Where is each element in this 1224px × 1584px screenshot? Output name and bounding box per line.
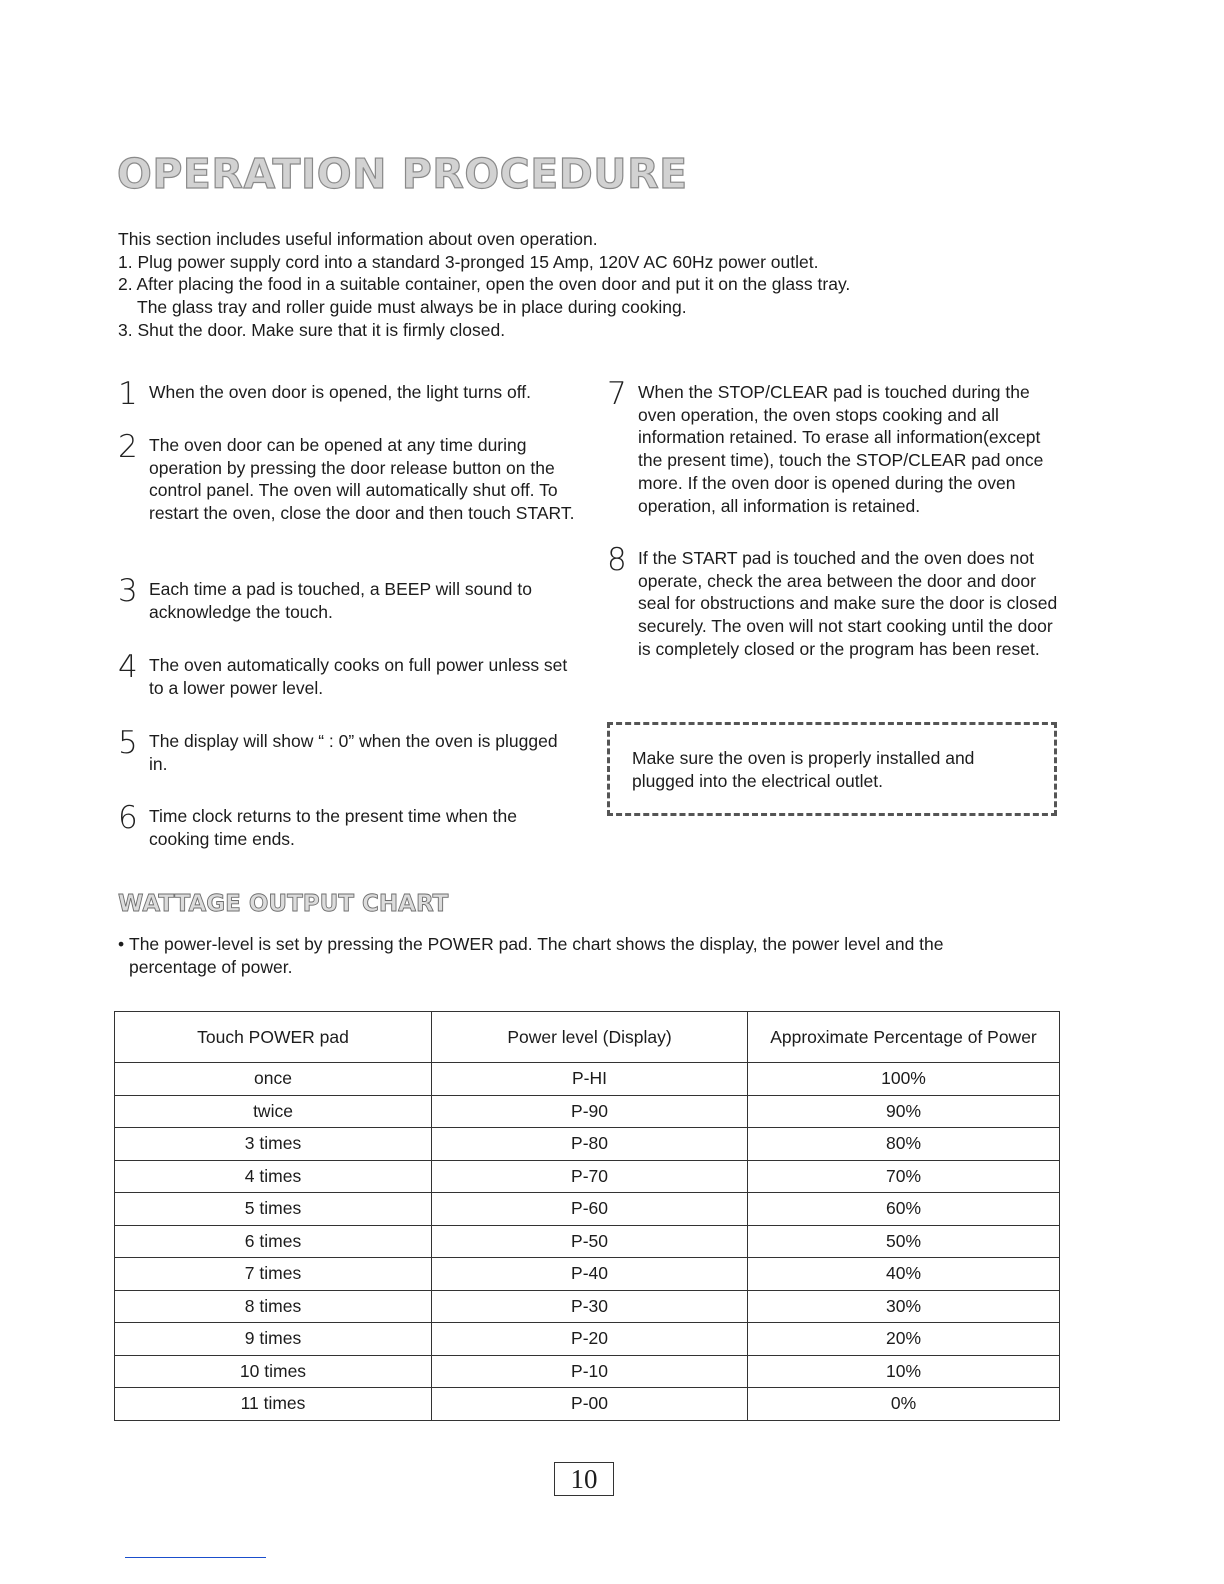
note-line: percentage of power. (129, 956, 293, 977)
table-cell: 70% (748, 1160, 1060, 1193)
table-cell: P-30 (432, 1290, 748, 1323)
wattage-chart-note (118, 933, 1018, 978)
column-header: Touch POWER pad (115, 1012, 432, 1063)
table-row (115, 1095, 1060, 1128)
step-text: Time clock returns to the present time when the cooking time ends. (149, 806, 517, 849)
step-number: 3 (118, 573, 138, 609)
step-text: Each time a pad is touched, a BEEP will sound to acknowledge the touch. (149, 579, 532, 622)
table-row (115, 1290, 1060, 1323)
step-text: The display will show “ : 0” when the oven is plugged in. (149, 731, 558, 774)
step-4 (118, 649, 568, 699)
table-cell: 60% (748, 1193, 1060, 1226)
step-text: The oven door can be opened at any time during operation by pressing the door release button on the control panel. The oven will automatically shut off. To restart the oven, close the door and then touch START. (149, 435, 575, 524)
intro-item: 2. After placing the food in a suitable container, open the oven door and put it on the glass tray. (118, 274, 851, 295)
table-cell: P-00 (432, 1388, 748, 1421)
table-row (115, 1225, 1060, 1258)
table-cell: 11 times (115, 1388, 432, 1421)
table-cell: 8 times (115, 1290, 432, 1323)
column-header: Power level (Display) (432, 1012, 748, 1063)
table-cell: 20% (748, 1323, 1060, 1356)
table-cell: P-60 (432, 1193, 748, 1226)
step-6 (118, 800, 558, 850)
step-number: 2 (118, 429, 138, 465)
notice-text: Make sure the oven is properly installed and plugged into the electrical outlet. (632, 748, 975, 791)
installation-notice-box (607, 722, 1057, 816)
table-cell: 80% (748, 1128, 1060, 1161)
table-cell: 30% (748, 1290, 1060, 1323)
intro-item: The glass tray and roller guide must always be in place during cooking. (137, 297, 687, 318)
table-cell: 4 times (115, 1160, 432, 1193)
wattage-output-table (114, 1011, 1060, 1421)
table-cell: P-40 (432, 1258, 748, 1291)
intro-item: 1. Plug power supply cord into a standard 3-pronged 15 Amp, 120V AC 60Hz power outlet. (118, 251, 819, 272)
table-cell: 6 times (115, 1225, 432, 1258)
step-number: 5 (118, 725, 138, 761)
table-cell: P-50 (432, 1225, 748, 1258)
page-number: 10 (554, 1462, 614, 1496)
table-cell: P-80 (432, 1128, 748, 1161)
table-cell: twice (115, 1095, 432, 1128)
table-cell: 10 times (115, 1355, 432, 1388)
step-5 (118, 725, 558, 775)
table-cell: once (115, 1063, 432, 1096)
table-cell: 5 times (115, 1193, 432, 1226)
step-text: When the oven door is opened, the light turns off. (149, 382, 532, 402)
table-row (115, 1355, 1060, 1388)
table-row (115, 1063, 1060, 1096)
table-row (115, 1258, 1060, 1291)
step-number: 8 (607, 542, 627, 578)
step-2 (118, 429, 575, 525)
table-row (115, 1160, 1060, 1193)
step-number: 7 (607, 376, 627, 412)
table-cell: 9 times (115, 1323, 432, 1356)
table-row (115, 1128, 1060, 1161)
step-7 (607, 376, 1047, 517)
step-number: 1 (118, 376, 138, 412)
bullet-mark: • (118, 934, 125, 954)
table-cell: 0% (748, 1388, 1060, 1421)
note-line: The power-level is set by pressing the POWER pad. The chart shows the display, the power level and the (129, 934, 944, 954)
step-1 (118, 376, 558, 412)
table-cell: 40% (748, 1258, 1060, 1291)
column-header: Approximate Percentage of Power (748, 1012, 1060, 1063)
table-cell: 100% (748, 1063, 1060, 1096)
table-cell: 3 times (115, 1128, 432, 1161)
table-cell: P-HI (432, 1063, 748, 1096)
intro-section (118, 228, 1018, 342)
table-cell: P-20 (432, 1323, 748, 1356)
step-number: 4 (118, 649, 138, 685)
page-title: OPERATION PROCEDURE (117, 150, 688, 198)
intro-lead: This section includes useful information about oven operation. (118, 229, 598, 249)
table-cell: 90% (748, 1095, 1060, 1128)
step-number: 6 (118, 800, 138, 836)
step-text: If the START pad is touched and the oven does not operate, check the area between the door and door seal for obstructions and make sure the door is closed securely. The oven will not start cooking until the door is completely closed or the program has been reset. (638, 548, 1058, 659)
step-3 (118, 573, 558, 623)
table-header-row (115, 1012, 1060, 1063)
table-cell: P-90 (432, 1095, 748, 1128)
intro-item: 3. Shut the door. Make sure that it is firmly closed. (118, 319, 506, 340)
table-row (115, 1388, 1060, 1421)
footer-rule (125, 1557, 266, 1558)
step-text: When the STOP/CLEAR pad is touched during the oven operation, the oven stops cooking and all information retained. To erase all information(except the present time), touch the STOP/CLEAR pad once more. If the oven door is opened during the oven operation, all information is retained. (638, 382, 1044, 516)
table-row (115, 1323, 1060, 1356)
step-text: The oven automatically cooks on full power unless set to a lower power level. (149, 655, 568, 698)
step-8 (607, 542, 1058, 661)
table-cell: P-10 (432, 1355, 748, 1388)
wattage-chart-heading: WATTAGE OUTPUT CHART (118, 891, 449, 917)
table-cell: 10% (748, 1355, 1060, 1388)
table-cell: 50% (748, 1225, 1060, 1258)
table-cell: P-70 (432, 1160, 748, 1193)
table-row (115, 1193, 1060, 1226)
table-cell: 7 times (115, 1258, 432, 1291)
